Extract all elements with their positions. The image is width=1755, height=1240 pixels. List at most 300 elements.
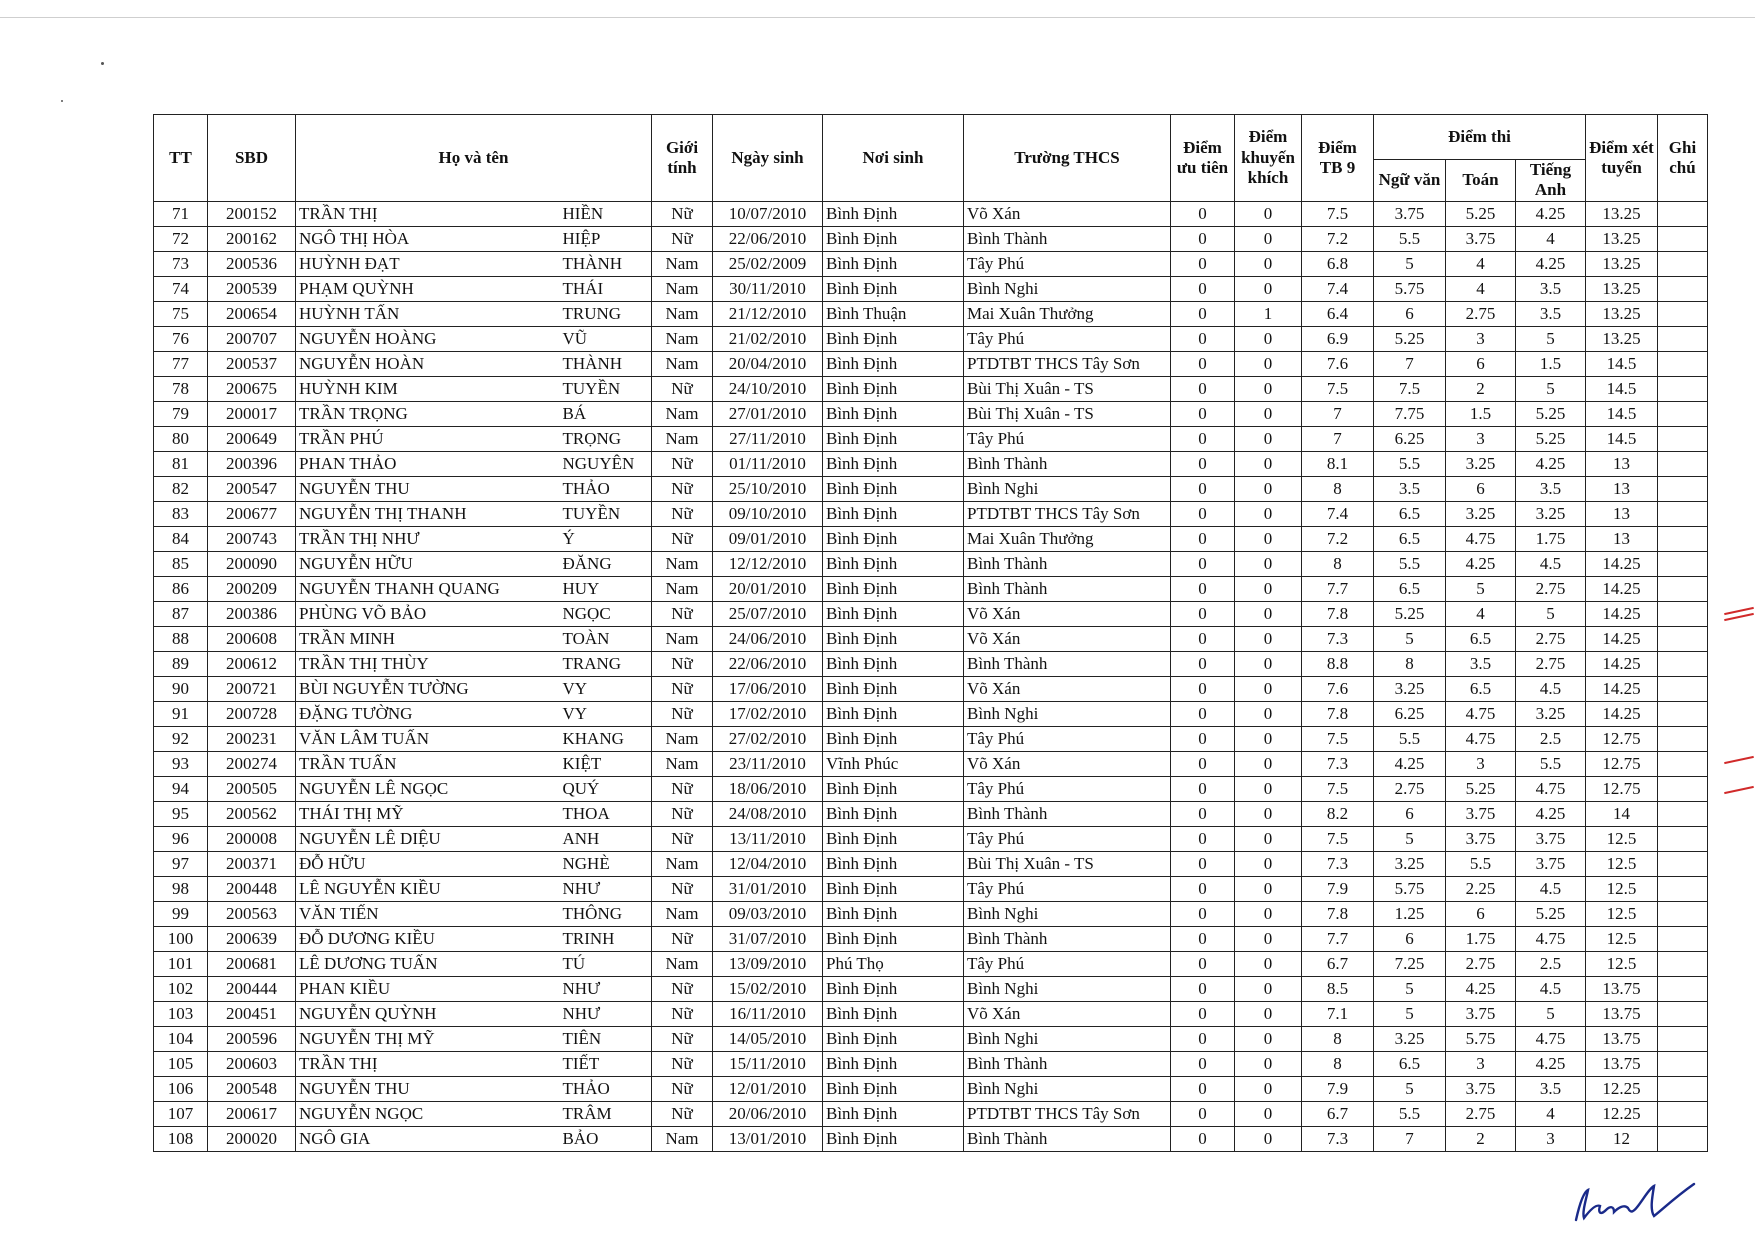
cell-given-name: KIỆT <box>560 751 652 776</box>
cell-literature: 7.25 <box>1374 951 1446 976</box>
cell-admission: 13 <box>1586 476 1658 501</box>
cell-surname: PHẠM QUỲNH <box>296 276 560 301</box>
cell-birthplace: Bình Định <box>823 1001 964 1026</box>
red-stamp-fragment <box>1718 604 1755 814</box>
cell-given-name: QUÝ <box>560 776 652 801</box>
cell-sbd: 200547 <box>208 476 296 501</box>
cell-literature: 3.25 <box>1374 1026 1446 1051</box>
cell-tt: 72 <box>154 226 208 251</box>
cell-gpa9: 8.1 <box>1302 451 1374 476</box>
cell-given-name: VY <box>560 676 652 701</box>
cell-school: Võ Xán <box>964 626 1171 651</box>
cell-literature: 5 <box>1374 826 1446 851</box>
cell-school: Bình Thành <box>964 1126 1171 1151</box>
cell-priority: 0 <box>1171 476 1235 501</box>
cell-literature: 6 <box>1374 926 1446 951</box>
cell-surname: VĂN LÂM TUẤN <box>296 726 560 751</box>
table-row <box>154 301 1708 326</box>
cell-gpa9: 6.4 <box>1302 301 1374 326</box>
cell-birthplace: Bình Thuận <box>823 301 964 326</box>
cell-english: 4.75 <box>1516 776 1586 801</box>
cell-admission: 14.5 <box>1586 351 1658 376</box>
cell-surname: TRẦN MINH <box>296 626 560 651</box>
cell-bonus: 0 <box>1235 701 1302 726</box>
cell-math: 2 <box>1446 1126 1516 1151</box>
cell-notes <box>1658 501 1708 526</box>
table-row <box>154 601 1708 626</box>
cell-tt: 95 <box>154 801 208 826</box>
cell-dob: 20/01/2010 <box>713 576 823 601</box>
cell-dob: 10/07/2010 <box>713 201 823 226</box>
cell-notes <box>1658 226 1708 251</box>
cell-surname: NGUYỄN LÊ DIỆU <box>296 826 560 851</box>
table-row <box>154 1001 1708 1026</box>
cell-priority: 0 <box>1171 351 1235 376</box>
cell-english: 1.75 <box>1516 526 1586 551</box>
cell-priority: 0 <box>1171 601 1235 626</box>
cell-sbd: 200274 <box>208 751 296 776</box>
cell-priority: 0 <box>1171 876 1235 901</box>
cell-english: 5 <box>1516 376 1586 401</box>
table-row <box>154 401 1708 426</box>
cell-birthplace: Bình Định <box>823 1126 964 1151</box>
cell-math: 6 <box>1446 351 1516 376</box>
cell-tt: 101 <box>154 951 208 976</box>
cell-given-name: BẢO <box>560 1126 652 1151</box>
cell-surname: NGUYỄN THANH QUANG <box>296 576 560 601</box>
cell-tt: 76 <box>154 326 208 351</box>
cell-math: 4 <box>1446 251 1516 276</box>
cell-birthplace: Bình Định <box>823 626 964 651</box>
cell-notes <box>1658 976 1708 1001</box>
cell-bonus: 0 <box>1235 901 1302 926</box>
cell-bonus: 0 <box>1235 776 1302 801</box>
cell-sbd: 200563 <box>208 901 296 926</box>
cell-sbd: 200639 <box>208 926 296 951</box>
cell-gender: Nữ <box>652 501 713 526</box>
col-literature-header: Ngữ văn <box>1374 160 1446 202</box>
cell-english: 5.5 <box>1516 751 1586 776</box>
cell-birthplace: Bình Định <box>823 851 964 876</box>
cell-literature: 5 <box>1374 626 1446 651</box>
cell-dob: 27/11/2010 <box>713 426 823 451</box>
cell-notes <box>1658 851 1708 876</box>
cell-sbd: 200444 <box>208 976 296 1001</box>
table-row <box>154 251 1708 276</box>
cell-sbd: 200090 <box>208 551 296 576</box>
cell-notes <box>1658 1001 1708 1026</box>
cell-dob: 22/06/2010 <box>713 226 823 251</box>
cell-math: 2 <box>1446 376 1516 401</box>
cell-school: Bình Thành <box>964 451 1171 476</box>
cell-literature: 4.25 <box>1374 751 1446 776</box>
cell-given-name: ĐĂNG <box>560 551 652 576</box>
cell-dob: 17/02/2010 <box>713 701 823 726</box>
cell-birthplace: Bình Định <box>823 501 964 526</box>
cell-tt: 102 <box>154 976 208 1001</box>
cell-given-name: TRANG <box>560 651 652 676</box>
cell-gender: Nữ <box>652 1076 713 1101</box>
cell-literature: 3.25 <box>1374 851 1446 876</box>
cell-math: 6.5 <box>1446 626 1516 651</box>
cell-surname: ĐỖ DƯƠNG KIỀU <box>296 926 560 951</box>
cell-gender: Nam <box>652 1126 713 1151</box>
cell-bonus: 0 <box>1235 451 1302 476</box>
cell-bonus: 0 <box>1235 276 1302 301</box>
cell-birthplace: Bình Định <box>823 1076 964 1101</box>
col-admission-header: Điểm xét tuyển <box>1586 115 1658 202</box>
cell-admission: 12.5 <box>1586 951 1658 976</box>
cell-english: 4 <box>1516 1101 1586 1126</box>
table-row <box>154 876 1708 901</box>
cell-tt: 108 <box>154 1126 208 1151</box>
cell-english: 2.75 <box>1516 651 1586 676</box>
cell-school: PTDTBT THCS Tây Sơn <box>964 501 1171 526</box>
cell-bonus: 1 <box>1235 301 1302 326</box>
col-gpa9-header: Điểm TB 9 <box>1302 115 1374 202</box>
cell-bonus: 0 <box>1235 851 1302 876</box>
cell-bonus: 0 <box>1235 326 1302 351</box>
cell-notes <box>1658 351 1708 376</box>
cell-priority: 0 <box>1171 826 1235 851</box>
cell-dob: 15/11/2010 <box>713 1051 823 1076</box>
cell-bonus: 0 <box>1235 1001 1302 1026</box>
cell-dob: 25/10/2010 <box>713 476 823 501</box>
cell-surname: TRẦN TUẤN <box>296 751 560 776</box>
cell-notes <box>1658 1026 1708 1051</box>
table-row <box>154 976 1708 1001</box>
cell-gpa9: 7.5 <box>1302 826 1374 851</box>
cell-gender: Nữ <box>652 1026 713 1051</box>
col-priority-header: Điểm ưu tiên <box>1171 115 1235 202</box>
cell-admission: 12.5 <box>1586 851 1658 876</box>
cell-notes <box>1658 726 1708 751</box>
cell-priority: 0 <box>1171 1026 1235 1051</box>
cell-priority: 0 <box>1171 226 1235 251</box>
cell-admission: 14 <box>1586 801 1658 826</box>
cell-gender: Nữ <box>652 926 713 951</box>
table-row <box>154 501 1708 526</box>
cell-english: 4 <box>1516 226 1586 251</box>
cell-english: 3.75 <box>1516 826 1586 851</box>
cell-birthplace: Bình Định <box>823 476 964 501</box>
cell-admission: 14.5 <box>1586 426 1658 451</box>
cell-priority: 0 <box>1171 376 1235 401</box>
cell-given-name: TUYỀN <box>560 376 652 401</box>
cell-literature: 3.75 <box>1374 201 1446 226</box>
cell-given-name: THẢO <box>560 476 652 501</box>
cell-school: Tây Phú <box>964 326 1171 351</box>
cell-math: 4.75 <box>1446 726 1516 751</box>
cell-birthplace: Bình Định <box>823 901 964 926</box>
cell-literature: 6.5 <box>1374 501 1446 526</box>
cell-birthplace: Bình Định <box>823 1101 964 1126</box>
cell-sbd: 200536 <box>208 251 296 276</box>
cell-admission: 13 <box>1586 501 1658 526</box>
cell-dob: 20/06/2010 <box>713 1101 823 1126</box>
cell-gpa9: 7.5 <box>1302 376 1374 401</box>
cell-admission: 12.5 <box>1586 876 1658 901</box>
cell-english: 5.25 <box>1516 401 1586 426</box>
cell-gpa9: 8.5 <box>1302 976 1374 1001</box>
cell-notes <box>1658 301 1708 326</box>
table-row <box>154 676 1708 701</box>
cell-notes <box>1658 551 1708 576</box>
cell-dob: 27/02/2010 <box>713 726 823 751</box>
cell-bonus: 0 <box>1235 1026 1302 1051</box>
table-row <box>154 1076 1708 1101</box>
cell-sbd: 200721 <box>208 676 296 701</box>
cell-school: Bình Nghi <box>964 976 1171 1001</box>
cell-surname: LÊ NGUYỄN KIỀU <box>296 876 560 901</box>
cell-surname: BÙI NGUYỄN TƯỜNG <box>296 676 560 701</box>
cell-gpa9: 7.5 <box>1302 776 1374 801</box>
cell-math: 3.75 <box>1446 1076 1516 1101</box>
cell-surname: VĂN TIẾN <box>296 901 560 926</box>
cell-given-name: TRUNG <box>560 301 652 326</box>
cell-notes <box>1658 426 1708 451</box>
cell-surname: TRẦN THỊ NHƯ <box>296 526 560 551</box>
cell-dob: 09/03/2010 <box>713 901 823 926</box>
cell-literature: 5.5 <box>1374 226 1446 251</box>
cell-bonus: 0 <box>1235 1051 1302 1076</box>
cell-english: 1.5 <box>1516 351 1586 376</box>
cell-admission: 13.25 <box>1586 226 1658 251</box>
cell-school: Tây Phú <box>964 951 1171 976</box>
cell-dob: 30/11/2010 <box>713 276 823 301</box>
cell-school: Bình Nghi <box>964 701 1171 726</box>
cell-literature: 8 <box>1374 651 1446 676</box>
cell-dob: 16/11/2010 <box>713 1001 823 1026</box>
cell-gpa9: 7.2 <box>1302 526 1374 551</box>
cell-gender: Nữ <box>652 226 713 251</box>
cell-dob: 27/01/2010 <box>713 401 823 426</box>
cell-literature: 5 <box>1374 251 1446 276</box>
table-row <box>154 326 1708 351</box>
cell-english: 5 <box>1516 601 1586 626</box>
cell-english: 2.75 <box>1516 626 1586 651</box>
cell-given-name: THOA <box>560 801 652 826</box>
cell-surname: NGUYỄN NGỌC <box>296 1101 560 1126</box>
cell-english: 4.5 <box>1516 976 1586 1001</box>
cell-bonus: 0 <box>1235 576 1302 601</box>
cell-sbd: 200008 <box>208 826 296 851</box>
cell-literature: 6 <box>1374 301 1446 326</box>
cell-gender: Nam <box>652 551 713 576</box>
cell-sbd: 200386 <box>208 601 296 626</box>
cell-birthplace: Bình Định <box>823 876 964 901</box>
cell-literature: 5.5 <box>1374 451 1446 476</box>
cell-tt: 84 <box>154 526 208 551</box>
cell-admission: 13.25 <box>1586 276 1658 301</box>
cell-bonus: 0 <box>1235 426 1302 451</box>
cell-dob: 25/02/2009 <box>713 251 823 276</box>
cell-admission: 14.5 <box>1586 401 1658 426</box>
cell-gender: Nam <box>652 326 713 351</box>
cell-priority: 0 <box>1171 951 1235 976</box>
cell-notes <box>1658 401 1708 426</box>
cell-notes <box>1658 951 1708 976</box>
cell-english: 4.25 <box>1516 1051 1586 1076</box>
table-row <box>154 626 1708 651</box>
cell-given-name: TIÊN <box>560 1026 652 1051</box>
cell-surname: TRẦN PHÚ <box>296 426 560 451</box>
cell-dob: 09/01/2010 <box>713 526 823 551</box>
cell-bonus: 0 <box>1235 526 1302 551</box>
cell-bonus: 0 <box>1235 676 1302 701</box>
cell-priority: 0 <box>1171 551 1235 576</box>
cell-sbd: 200539 <box>208 276 296 301</box>
cell-english: 3.5 <box>1516 301 1586 326</box>
cell-birthplace: Bình Định <box>823 551 964 576</box>
table-row <box>154 851 1708 876</box>
cell-gpa9: 7.6 <box>1302 676 1374 701</box>
cell-math: 3.75 <box>1446 226 1516 251</box>
table-row <box>154 751 1708 776</box>
cell-school: Bình Nghi <box>964 276 1171 301</box>
cell-school: Bình Nghi <box>964 1026 1171 1051</box>
cell-dob: 31/07/2010 <box>713 926 823 951</box>
cell-school: Tây Phú <box>964 776 1171 801</box>
cell-dob: 13/09/2010 <box>713 951 823 976</box>
cell-priority: 0 <box>1171 426 1235 451</box>
cell-surname: THÁI THỊ MỸ <box>296 801 560 826</box>
cell-dob: 24/06/2010 <box>713 626 823 651</box>
cell-gender: Nữ <box>652 776 713 801</box>
cell-surname: PHÙNG VÕ BẢO <box>296 601 560 626</box>
cell-literature: 5.5 <box>1374 1101 1446 1126</box>
cell-dob: 14/05/2010 <box>713 1026 823 1051</box>
cell-literature: 5.25 <box>1374 326 1446 351</box>
cell-dob: 23/11/2010 <box>713 751 823 776</box>
cell-given-name: BÁ <box>560 401 652 426</box>
cell-given-name: HUY <box>560 576 652 601</box>
cell-bonus: 0 <box>1235 551 1302 576</box>
table-row <box>154 201 1708 226</box>
table-row <box>154 901 1708 926</box>
cell-gpa9: 7.8 <box>1302 701 1374 726</box>
cell-dob: 09/10/2010 <box>713 501 823 526</box>
cell-bonus: 0 <box>1235 976 1302 1001</box>
cell-tt: 106 <box>154 1076 208 1101</box>
cell-bonus: 0 <box>1235 751 1302 776</box>
cell-gender: Nữ <box>652 201 713 226</box>
table-row <box>154 226 1708 251</box>
col-tt-header: TT <box>154 115 208 202</box>
cell-admission: 12.75 <box>1586 726 1658 751</box>
cell-sbd: 200209 <box>208 576 296 601</box>
cell-math: 1.5 <box>1446 401 1516 426</box>
cell-sbd: 200707 <box>208 326 296 351</box>
cell-sbd: 200017 <box>208 401 296 426</box>
cell-gpa9: 7.3 <box>1302 851 1374 876</box>
cell-surname: HUỲNH TẤN <box>296 301 560 326</box>
cell-birthplace: Bình Định <box>823 576 964 601</box>
cell-surname: NGUYỄN THỊ MỸ <box>296 1026 560 1051</box>
cell-math: 5 <box>1446 576 1516 601</box>
cell-gender: Nữ <box>652 976 713 1001</box>
table-body <box>154 201 1708 1151</box>
col-dob-header: Ngày sinh <box>713 115 823 202</box>
cell-tt: 93 <box>154 751 208 776</box>
cell-priority: 0 <box>1171 1051 1235 1076</box>
cell-surname: NGUYỄN HỮU <box>296 551 560 576</box>
cell-dob: 17/06/2010 <box>713 676 823 701</box>
cell-math: 2.75 <box>1446 951 1516 976</box>
cell-gender: Nữ <box>652 651 713 676</box>
cell-literature: 5 <box>1374 1076 1446 1101</box>
cell-admission: 12 <box>1586 1126 1658 1151</box>
cell-gender: Nữ <box>652 376 713 401</box>
cell-school: Bình Thành <box>964 801 1171 826</box>
cell-math: 5.25 <box>1446 201 1516 226</box>
cell-school: Bình Nghi <box>964 901 1171 926</box>
cell-literature: 1.25 <box>1374 901 1446 926</box>
cell-priority: 0 <box>1171 701 1235 726</box>
cell-notes <box>1658 601 1708 626</box>
cell-admission: 13.75 <box>1586 976 1658 1001</box>
cell-given-name: THÀNH <box>560 351 652 376</box>
cell-dob: 31/01/2010 <box>713 876 823 901</box>
cell-english: 5.25 <box>1516 426 1586 451</box>
cell-tt: 88 <box>154 626 208 651</box>
cell-english: 4.75 <box>1516 1026 1586 1051</box>
cell-priority: 0 <box>1171 576 1235 601</box>
cell-priority: 0 <box>1171 1101 1235 1126</box>
cell-gpa9: 7.8 <box>1302 601 1374 626</box>
cell-admission: 12.5 <box>1586 926 1658 951</box>
cell-tt: 82 <box>154 476 208 501</box>
cell-school: Tây Phú <box>964 726 1171 751</box>
cell-admission: 13.25 <box>1586 326 1658 351</box>
cell-given-name: NHƯ <box>560 976 652 1001</box>
cell-math: 4.75 <box>1446 526 1516 551</box>
cell-tt: 91 <box>154 701 208 726</box>
cell-given-name: THÀNH <box>560 251 652 276</box>
cell-dob: 12/01/2010 <box>713 1076 823 1101</box>
cell-sbd: 200728 <box>208 701 296 726</box>
cell-notes <box>1658 326 1708 351</box>
cell-sbd: 200654 <box>208 301 296 326</box>
cell-gpa9: 8 <box>1302 1051 1374 1076</box>
cell-literature: 7.5 <box>1374 376 1446 401</box>
cell-tt: 98 <box>154 876 208 901</box>
col-school-header: Trường THCS <box>964 115 1171 202</box>
cell-math: 3 <box>1446 426 1516 451</box>
cell-birthplace: Phú Thọ <box>823 951 964 976</box>
cell-admission: 14.25 <box>1586 676 1658 701</box>
cell-priority: 0 <box>1171 501 1235 526</box>
cell-priority: 0 <box>1171 851 1235 876</box>
cell-tt: 87 <box>154 601 208 626</box>
cell-surname: NGUYỄN THỊ THANH <box>296 501 560 526</box>
table-row <box>154 776 1708 801</box>
cell-sbd: 200649 <box>208 426 296 451</box>
cell-admission: 14.25 <box>1586 576 1658 601</box>
cell-tt: 90 <box>154 676 208 701</box>
cell-school: Bình Nghi <box>964 476 1171 501</box>
cell-priority: 0 <box>1171 676 1235 701</box>
cell-school: Võ Xán <box>964 676 1171 701</box>
cell-math: 2.75 <box>1446 301 1516 326</box>
cell-sbd: 200612 <box>208 651 296 676</box>
cell-dob: 12/04/2010 <box>713 851 823 876</box>
cell-given-name: THẢO <box>560 1076 652 1101</box>
cell-birthplace: Bình Định <box>823 1026 964 1051</box>
cell-gpa9: 7.4 <box>1302 276 1374 301</box>
cell-school: Bùi Thị Xuân - TS <box>964 401 1171 426</box>
cell-gender: Nam <box>652 251 713 276</box>
